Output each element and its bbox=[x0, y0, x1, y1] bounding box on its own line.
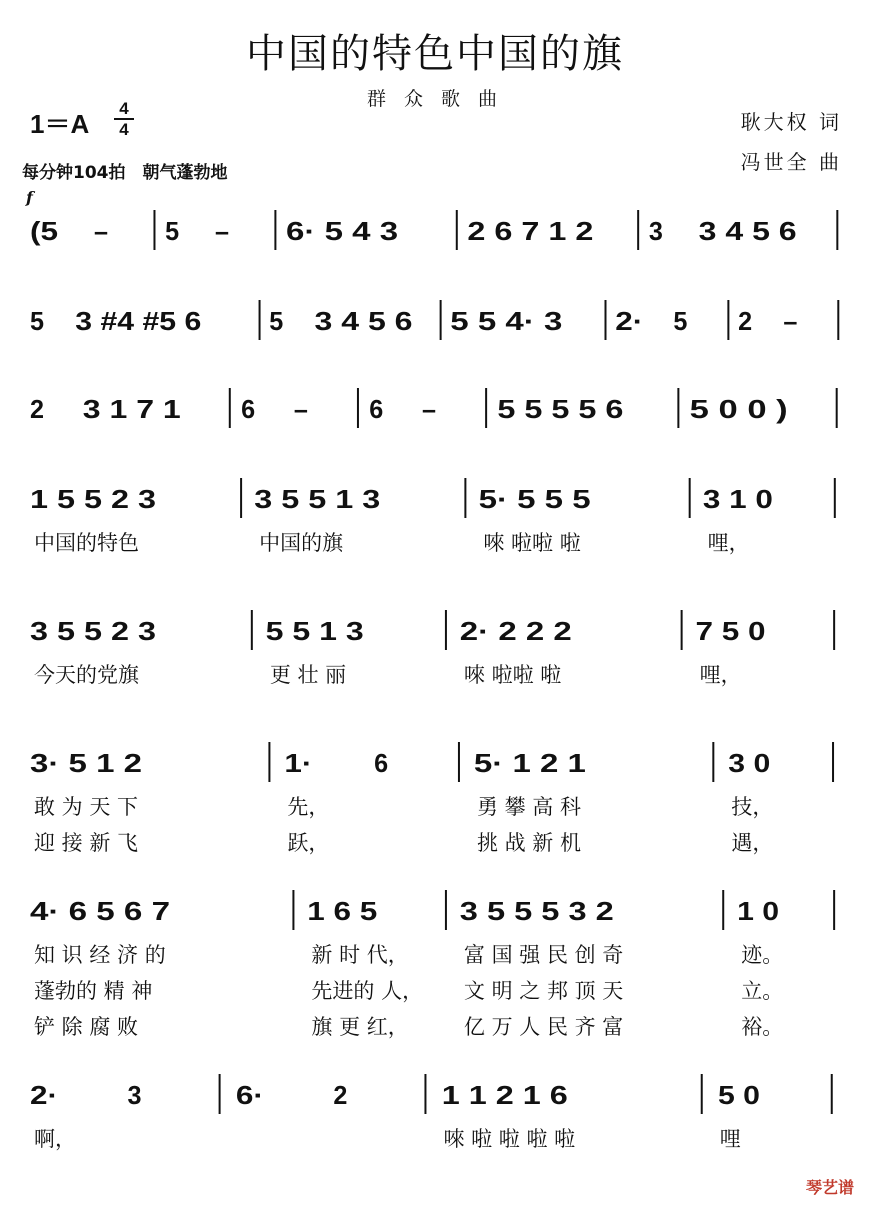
lyric-segment: 更 壮 丽 bbox=[269, 663, 347, 687]
watermark-logo: 琴艺谱 bbox=[805, 1178, 854, 1197]
lyric-segment: 唻 啦 啦 啦 啦 bbox=[443, 1127, 576, 1151]
lyric-segment: 啊， bbox=[34, 1127, 76, 1151]
song-title: 中国的特色中国的旗 bbox=[246, 31, 624, 77]
song-subtitle: 群 众 歌 曲 bbox=[366, 88, 504, 110]
time-signature-bottom: 4 bbox=[119, 120, 129, 139]
lyric-segment: 裕。 bbox=[741, 1015, 784, 1039]
note-group: 2 bbox=[738, 306, 753, 336]
note-group: 1 1 2 1 6 bbox=[441, 1080, 568, 1110]
note-group: 2· bbox=[30, 1080, 58, 1110]
lyric-segment: 哩， bbox=[699, 663, 742, 687]
lyric-segment: 旗 更 红， bbox=[311, 1015, 409, 1039]
note-group: 4· 6 5 6 7 bbox=[30, 896, 170, 926]
time-signature-top: 4 bbox=[119, 99, 129, 118]
note-group: 2 bbox=[333, 1080, 348, 1110]
note-group: 2 bbox=[30, 394, 44, 424]
note-group: – bbox=[94, 216, 109, 246]
note-group: 3 bbox=[648, 216, 663, 246]
lyric-segment: 知 识 经 济 的 bbox=[34, 943, 166, 967]
lyric-segment: 遇， bbox=[731, 831, 774, 855]
note-group: 5 bbox=[673, 306, 688, 336]
dynamic-marking: f bbox=[26, 188, 33, 207]
lyric-segment: 哩， bbox=[707, 531, 750, 555]
tempo-marking: 每分钟104拍 朝气蓬勃地 bbox=[22, 163, 228, 183]
note-group: 5 bbox=[269, 306, 284, 336]
note-group: 6· bbox=[235, 1080, 264, 1110]
note-group: (5 bbox=[30, 216, 58, 246]
note-group: – bbox=[783, 306, 798, 336]
note-group: 6 bbox=[374, 748, 389, 778]
lyric-segment: 挑 战 新 机 bbox=[476, 831, 581, 855]
note-group: 3 1 0 bbox=[702, 484, 773, 514]
note-group: 5 5 4· 3 bbox=[450, 306, 563, 336]
lyric-segment: 哩 bbox=[719, 1127, 741, 1151]
lyric-segment: 迹。 bbox=[741, 943, 784, 967]
lyric-segment: 唻 啦啦 啦 bbox=[463, 663, 562, 687]
lyric-segment: 文 明 之 邦 顶 天 bbox=[463, 979, 624, 1003]
note-group: 7 5 0 bbox=[695, 616, 766, 646]
note-group: 6 bbox=[369, 394, 384, 424]
note-group: 3 bbox=[127, 1080, 142, 1110]
note-group: 5 0 bbox=[717, 1080, 760, 1110]
note-group: 1 5 5 2 3 bbox=[30, 484, 156, 514]
note-group: 5· 5 5 5 bbox=[478, 484, 591, 514]
lyric-segment: 立。 bbox=[741, 979, 784, 1003]
note-group: 1· bbox=[284, 748, 313, 778]
note-group: 3 5 5 2 3 bbox=[30, 616, 156, 646]
lyric-segment: 富 国 强 民 创 奇 bbox=[463, 943, 624, 967]
note-group: – bbox=[293, 394, 308, 424]
lyric-segment: 铲 除 腐 败 bbox=[34, 1015, 139, 1039]
lyric-segment: 迎 接 新 飞 bbox=[34, 831, 139, 855]
note-group: 3· 5 1 2 bbox=[30, 748, 142, 778]
note-group: 5 bbox=[165, 216, 180, 246]
lyric-segment: 唻 啦啦 啦 bbox=[483, 531, 581, 555]
lyric-segment: 中国的旗 bbox=[259, 531, 344, 555]
lyric-segment: 蓬勃的 精 神 bbox=[34, 979, 153, 1003]
note-group: 3 1 7 1 bbox=[82, 394, 181, 424]
lyric-segment: 跃， bbox=[287, 831, 330, 855]
note-group: 5 5 5 5 6 bbox=[497, 394, 624, 424]
note-group: 2· bbox=[615, 306, 644, 336]
note-group: 3 5 5 5 3 2 bbox=[459, 896, 614, 926]
note-group: 3 4 5 6 bbox=[314, 306, 413, 336]
note-group: 3 #4 #5 6 bbox=[75, 306, 202, 336]
note-group: 1 0 bbox=[737, 896, 780, 926]
lyric-segment: 先， bbox=[287, 795, 330, 819]
note-group: 6 bbox=[241, 394, 256, 424]
note-group: 5 5 1 3 bbox=[265, 616, 364, 646]
note-group: 3 5 5 1 3 bbox=[254, 484, 381, 514]
lyric-segment: 新 时 代， bbox=[311, 943, 409, 967]
lyric-segment: 勇 攀 高 科 bbox=[476, 795, 581, 819]
lyric-segment: 敢 为 天 下 bbox=[34, 795, 139, 819]
note-group: 3 0 bbox=[728, 748, 771, 778]
note-group: 2 6 7 1 2 bbox=[467, 216, 594, 246]
note-group: 5· 1 2 1 bbox=[473, 748, 586, 778]
note-group: 3 4 5 6 bbox=[698, 216, 797, 246]
lyricist-credit: 耿大权 词 bbox=[740, 110, 842, 134]
lyric-segment: 今天的党旗 bbox=[34, 663, 139, 687]
note-group: 1 6 5 bbox=[307, 896, 378, 926]
lyric-segment: 技， bbox=[731, 795, 774, 819]
lyric-segment: 亿 万 人 民 齐 富 bbox=[463, 1015, 624, 1039]
lyric-segment: 先进的 人， bbox=[311, 979, 424, 1003]
note-group: – bbox=[214, 216, 229, 246]
note-group: 5 bbox=[30, 306, 44, 336]
note-group: 2· 2 2 2 bbox=[459, 616, 572, 646]
note-group: 6· 5 4 3 bbox=[286, 216, 399, 246]
lyric-segment: 中国的特色 bbox=[34, 531, 139, 555]
composer-credit: 冯世全 曲 bbox=[740, 150, 842, 174]
note-group: – bbox=[422, 394, 437, 424]
note-group: 5 0 0 ) bbox=[689, 394, 788, 424]
key-signature: 1＝A bbox=[30, 109, 90, 139]
